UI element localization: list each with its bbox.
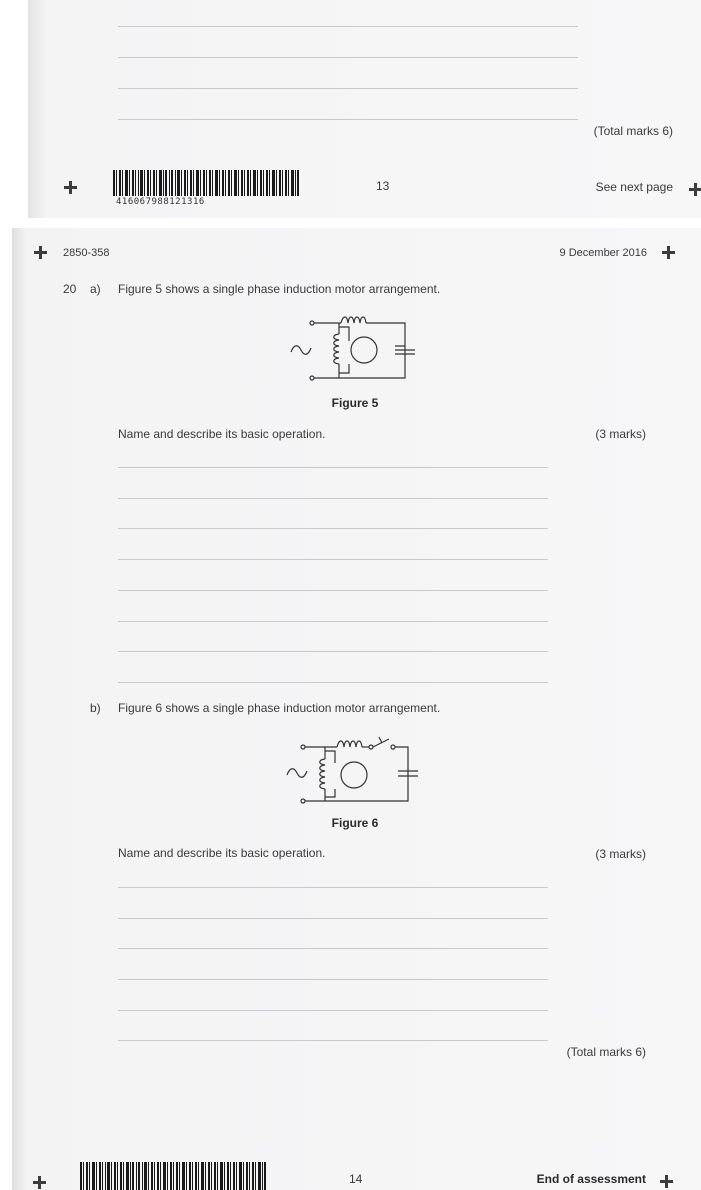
part-b-label: b): [90, 701, 101, 715]
end-of-assessment-label: End of assessment: [536, 1172, 646, 1186]
answer-line: [118, 26, 578, 27]
total-marks-label: (Total marks 6): [593, 124, 673, 138]
figure-5-diagram: [285, 312, 420, 393]
registration-cross-icon: [662, 246, 675, 259]
figure-6-caption: Figure 6: [331, 816, 379, 830]
answer-line: [118, 1010, 548, 1011]
page-number: 14: [349, 1172, 363, 1186]
barcode: [80, 1162, 266, 1190]
barcode: [113, 170, 299, 196]
registration-cross-icon: [34, 246, 47, 259]
paper-code: 2850-358: [63, 247, 110, 259]
answer-line: [118, 651, 548, 652]
answer-line: [118, 621, 548, 622]
answer-line: [118, 57, 578, 58]
exam-date: 9 December 2016: [559, 247, 647, 259]
answer-line: [118, 887, 548, 888]
answer-line: [118, 682, 548, 683]
answer-line: [118, 948, 548, 949]
answer-line: [118, 528, 548, 529]
part-a-label: a): [90, 282, 101, 296]
answer-line: [118, 979, 548, 980]
induction-motor-switch-circuit-icon: [283, 733, 428, 809]
total-marks-label: (Total marks 6): [566, 1045, 646, 1059]
part-b-instruction: Name and describe its basic operation.: [118, 846, 326, 860]
registration-cross-icon: [660, 1175, 673, 1188]
barcode-bars-icon: [113, 170, 299, 196]
part-a-instruction: Name and describe its basic operation.: [118, 427, 326, 441]
barcode-bars-icon: [80, 1162, 266, 1190]
registration-cross-icon: [689, 183, 701, 196]
page-number: 13: [376, 179, 390, 193]
registration-cross-icon: [33, 1176, 46, 1189]
question-number: 20: [63, 282, 77, 296]
figure-5-caption: Figure 5: [331, 396, 379, 410]
answer-line: [118, 1040, 548, 1041]
answer-line: [118, 498, 548, 499]
barcode-number: 416067988121316: [116, 197, 205, 207]
answer-line: [118, 559, 548, 560]
answer-line: [118, 590, 548, 591]
part-a-question-text: Figure 5 shows a single phase induction motor arrangement.: [118, 282, 441, 296]
registration-cross-icon: [64, 181, 77, 194]
figure-6-diagram: [283, 733, 428, 814]
see-next-page-label: See next page: [595, 180, 673, 194]
part-b-marks: (3 marks): [595, 847, 646, 861]
answer-line: [118, 467, 548, 468]
part-a-marks: (3 marks): [595, 427, 646, 441]
answer-line: [118, 88, 578, 89]
part-b-question-text: Figure 6 shows a single phase induction motor arrangement.: [118, 701, 441, 715]
induction-motor-circuit-icon: [285, 312, 420, 388]
answer-line: [118, 918, 548, 919]
answer-line: [118, 119, 578, 120]
page-separator: [0, 218, 701, 228]
